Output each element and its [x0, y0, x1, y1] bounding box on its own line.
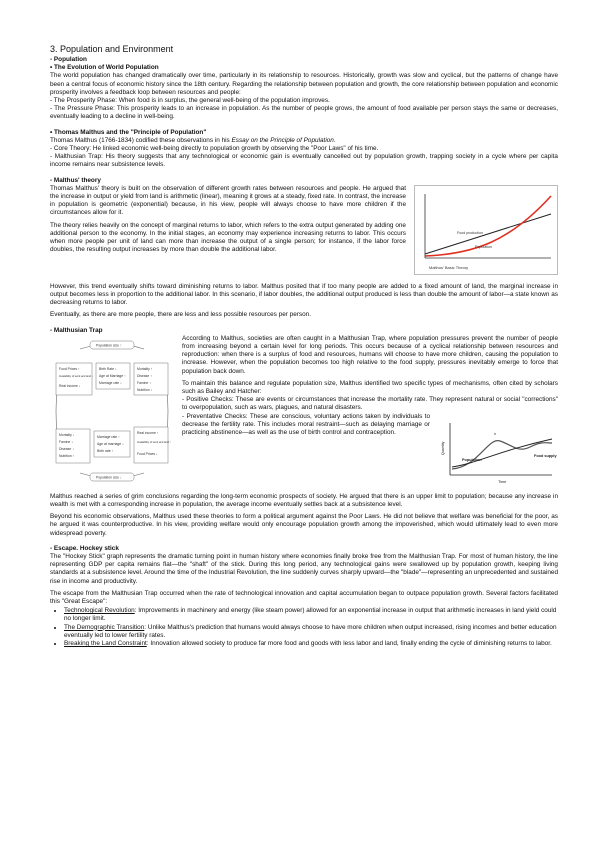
supply-y-label: Quantity	[441, 441, 445, 455]
hockey-title: - Escape. Hockey stick	[50, 544, 119, 552]
list-item	[64, 640, 558, 648]
upper-mid-line-3: Marriage rate ↓	[99, 380, 122, 385]
theory-paragraph-1: Thomas Malthus' theory is built on the observation of different growth rates between resources and people. He argued that the increase in output or yield from land is arithmetic (linear), meaning it grows at a steady, fixed rate. In contrast, the increase in population is geometric (exponential) because, in his view, people will always choose to have more children if the circumstances allow for it.	[50, 184, 406, 217]
lower-right-line-1: Real income ↑	[137, 430, 159, 435]
theory-paragraph-2: The theory relies heavily on the concept of marginal returns to labor, which refers to the extra output generated by adding one additional person to the economy. In the initial stages, an economy may experience increasing returns to labor. This occurs when more people per unit of land can more than increase the output of a single person; for instance, if the labor force doubles, the resulting output increases by more than double the additional labor.	[50, 221, 406, 254]
factor-text: : Unlike Malthus's prediction that humans would always choose to have more children when output increased, rising incomes and better education eventually led to lower fertility rates.	[64, 623, 557, 639]
lower-left-line-3: Disease ↓	[59, 446, 74, 451]
pressure-phase: - The Pressure Phase: This prosperity leads to an increase in population. As the number of people grows, the amount of food available per person stays the same or decreases, eventually leading to a decline in well-being.	[50, 105, 558, 121]
evolution-paragraph: The world population has changed dramatically over time, particularly in its relationship to resources. Historically, growth was slow and cyclical, but the patterns of change have been a central focus of economic history since the 18th century. Regarding the relationship between population and growth, the core relationship between population and economic prosperity involves a feedback loop between resources and people:	[50, 72, 558, 96]
top-node-label: Population size ↑	[96, 343, 122, 348]
population-series-label: Population	[462, 457, 482, 462]
malthusian-cycle-diagram	[50, 337, 174, 485]
trap-paragraph-3: Malthus reached a series of grim conclusions regarding the long-term economic prospects of society. He argued that there is an upper limit to population; because any increase in wealth is met with a corresponding increase in population, the average income eventually settles back at a subsistence level.	[50, 492, 558, 508]
list-item	[64, 607, 558, 623]
malthus-intro-b: .	[333, 136, 336, 144]
trap-paragraph-2: To maintain this balance and regulate population size, Malthus identified two specific types of mechanisms, often cited by scholars such as Bailey and Hatcher:	[182, 379, 558, 396]
figure-caption: Malthus' Basic Theory	[429, 264, 469, 270]
positive-checks: - Positive Checks: These are events or circumstances that increase the mortality rate. They represent natural or social "corrections" to overpopulation, such as wars, plagues, and natural disasters.	[182, 396, 558, 412]
factor-text: : Innovation allowed society to produce far more food and goods with less labor and land, finally ending the cycle of diminishing returns to labor.	[146, 639, 552, 647]
lower-left-line-4: Nutrition ↑	[59, 453, 75, 458]
supply-x-label: Time	[498, 479, 507, 484]
upper-left-line-2: Availability of work and land ↓	[59, 374, 93, 378]
evolution-title: • The Evolution of World Population	[50, 64, 159, 72]
lower-mid-line-1: Marriage rate ↑	[97, 434, 120, 439]
trap-paragraph-4: Beyond his economic observations, Malthus used these theories to form a political argument against the Poor Laws. He did not believe that welfare was beneficial for the poor, as he argued it was counterproductive. In his view, providing welfare would only encourage population growth among the impoverished, which would ultimately lead to even more widespread poverty.	[50, 513, 558, 537]
malthus-title-text: Thomas Malthus and the "Principle of Population"	[54, 128, 207, 136]
core-theory: - Core Theory: He linked economic well-being directly to population growth by observing the "Poor Laws" of his time.	[50, 145, 379, 153]
lower-right-line-3: Food Prices ↓	[137, 451, 158, 456]
evolution-title-text: The Evolution of World Population	[54, 64, 159, 72]
essay-title: Essay on the Principle of Population	[231, 136, 334, 144]
upper-right-line-4: Nutrition ↓	[137, 387, 153, 392]
upper-right-line-1: Mortality ↑	[137, 366, 153, 371]
food-supply-population-chart	[438, 417, 558, 487]
factor-text: : Improvements in machinery and energy (like steam power) allowed for an exponential increase in output that arithmetic increases in land yield could no longer limit.	[64, 607, 557, 623]
list-item	[64, 624, 558, 640]
lower-right-line-2: Availability of work and land ↑	[137, 440, 171, 444]
food-supply-label: Food supply	[534, 453, 557, 458]
upper-left-line-1: Food Prices ↑	[59, 366, 80, 371]
prosperity-phase: - The Prosperity Phase: When food is in surplus, the general well-being of the population improves.	[50, 97, 330, 105]
figure-background	[415, 186, 557, 274]
upper-mid-line-2: Age at Marriage ↑	[99, 373, 126, 378]
malthusian-trap-summary: - Malthusian Trap: His theory suggests that any technological or economic gain is eventually cancelled out by population growth, trapping society in a cycle where per capita income remains near subsistence levels.	[50, 153, 558, 169]
food-supply-line	[452, 439, 552, 467]
malthus-title: • Thomas Malthus and the "Principle of Population"	[50, 128, 207, 136]
subheading: - Population	[50, 56, 87, 63]
factor-label: Breaking the Land Constraint	[64, 639, 147, 647]
trap-paragraph-1: According to Malthus, societies are often caught in a Malthusian Trap, where population pressures prevent the number of people from increasing beyond a certain level for long periods. This occurs because of a cyclical relationship between resources and reproduction: when there is a surplus of food and resources, humans will choose to have more children, causing the population to increase. However, when the population becomes too high relative to the food supply, pressures inevitably emerge to force that population back down.	[182, 334, 558, 375]
factor-label: Technological Revolution	[64, 607, 135, 615]
factor-label: The Demographic Transition	[64, 623, 145, 631]
section-heading: 3. Population and Environment	[50, 44, 174, 54]
upper-right-line-3: Famine ↑	[137, 380, 151, 385]
trap-title: - Malthusian Trap	[50, 326, 103, 334]
theory-paragraph-3: However, this trend eventually shifts toward diminishing returns to labor. Malthus posited that if too many people are added to a fixed amount of land, the marginal increase in output becomes less in proportion to the additional labor. In this scenario, if labor doubles, the additional output produced is less than double the amount of labor—a state known as decreasing returns to labor.	[50, 282, 558, 307]
preventative-checks: - Preventative Checks: These are conscious, voluntary actions taken by individuals to decrease the fertility rate. This includes moral restraint—such as delaying marriage or practicing abstinence—as well as the use of birth control and contraception.	[182, 412, 430, 437]
upper-mid-line-1: Birth Rate ↓	[99, 366, 117, 371]
upper-left-line-3: Real income ↓	[59, 383, 81, 388]
lower-mid-line-3: Birth rate ↑	[97, 448, 114, 453]
document-page	[50, 44, 558, 648]
theory-paragraph-4: Eventually, as there are more people, there are less and less possible resources per person.	[50, 311, 311, 319]
hockey-paragraph-2: The escape from the Malthusian Trap occurred when the rate of technological innovation and capital accumulation began to outpace population growth. Several factors facilitated this "Great Escape":	[50, 589, 558, 605]
malthus-intro-a: Thomas Malthus (1766-1834) codified these observations in his	[50, 136, 232, 144]
escape-factors-list	[50, 607, 558, 648]
hockey-paragraph-1: The "Hockey Stick" graph represents the dramatic turning point in human history where economies finally broke free from the Malthusian Trap. For most of human history, the line representing GDP per capita remains flat—the "shaft" of the stick. During this long period, any technological gains were swallowed up by population growth, keeping living standards at a subsistence level. Around the time of the Industrial Revolution, the line suddenly curves sharply upward—the "blade"—representing an unprecedented and sustained rise in income and productivity.	[50, 552, 558, 585]
bottom-node-label: Population size ↓	[96, 475, 122, 480]
theory-title: - Malthus' theory	[50, 176, 101, 184]
food-production-label: Food production	[457, 230, 483, 235]
upper-right-line-2: Disease ↑	[137, 373, 152, 378]
malthus-intro	[50, 137, 558, 145]
population-label: Population	[475, 244, 492, 249]
malthus-basic-theory-figure	[414, 185, 558, 275]
star-marker: *	[494, 432, 496, 439]
lower-mid-line-2: Age at marriage ↓	[97, 441, 124, 446]
lower-left-line-1: Mortality ↓	[59, 432, 75, 437]
lower-left-line-2: Famine ↓	[59, 439, 73, 444]
